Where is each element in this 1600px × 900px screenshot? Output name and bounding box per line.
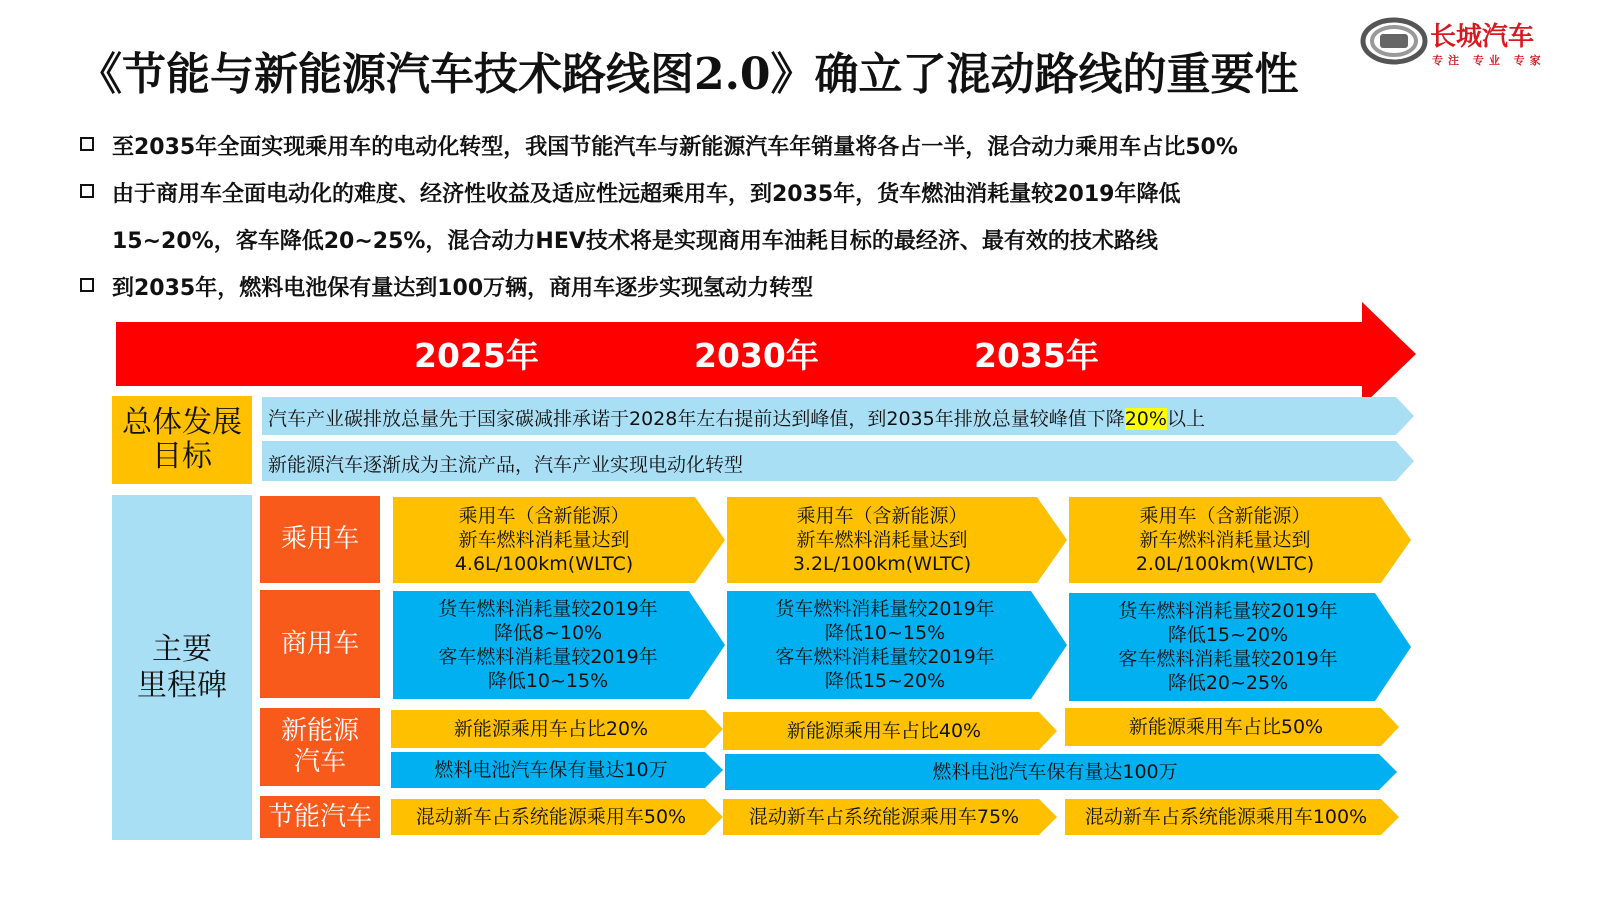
bullet-square-icon — [80, 278, 94, 292]
overall-goal-label — [112, 396, 252, 484]
category-energy-saving: 节能汽车 — [260, 796, 380, 838]
bullet-3-line-1: 到2035年，燃料电池保有量达到100万辆，商用车逐步实现氢动力转型 — [112, 276, 814, 301]
passenger-2025-text — [393, 497, 695, 583]
nev-share-2030-text — [723, 712, 1045, 750]
year-2030: 2030年 — [694, 336, 819, 375]
overall-goal-label-line-2: 目标 — [152, 439, 212, 474]
passenger-2030-line-2: 新车燃料消耗量达到 — [796, 529, 968, 551]
category-nev-line-2: 汽车 — [293, 747, 346, 777]
goal-row-1-text — [268, 404, 1205, 431]
commercial-2035-line-3: 客车燃料消耗量较2019年 — [1118, 648, 1338, 670]
nev-share-2025-text — [391, 710, 711, 748]
milestone-label — [112, 495, 252, 840]
logo-brand-text: 长城汽车 — [1430, 22, 1535, 52]
commercial-2025-line-4: 降低10~15% — [487, 670, 609, 692]
milestone-label-line-1: 主要 — [152, 631, 212, 667]
bullet-1-line-1: 至2035年全面实现乘用车的电动化转型，我国节能汽车与新能源汽车年销量将各占一半，混合动力乘用车占比50% — [112, 135, 1238, 160]
fuel-cell-2035-label: 燃料电池汽车保有量达100万 — [932, 761, 1178, 783]
overall-goal-label-line-1: 总体发展 — [122, 405, 242, 440]
commercial-2030-line-3: 客车燃料消耗量较2019年 — [775, 646, 995, 668]
passenger-2035-line-3: 2.0L/100km(WLTC) — [1135, 553, 1315, 575]
commercial-2030-line-2: 降低10~15% — [824, 622, 946, 644]
passenger-2030-line-3: 3.2L/100km(WLTC) — [792, 553, 972, 575]
category-commercial: 商用车 — [260, 590, 380, 698]
milestone-label-line-2: 里程碑 — [137, 667, 227, 703]
category-passenger: 乘用车 — [260, 496, 380, 583]
passenger-2030-text — [727, 497, 1037, 583]
commercial-2025-line-1: 货车燃料消耗量较2019年 — [438, 598, 658, 620]
page-title: 《节能与新能源汽车技术路线图2.0》确立了混动路线的重要性 — [78, 49, 1299, 100]
goal-row-1-highlight: 20% — [1124, 408, 1167, 430]
fuel-cell-2025-label: 燃料电池汽车保有量达10万 — [434, 759, 668, 781]
passenger-2025-line-3: 4.6L/100km(WLTC) — [454, 553, 634, 575]
goal-row-1-suffix: 以上 — [1166, 408, 1205, 430]
commercial-2025-line-3: 客车燃料消耗量较2019年 — [438, 646, 658, 668]
commercial-2025-line-2: 降低8~10% — [493, 622, 603, 644]
passenger-2025-line-2: 新车燃料消耗量达到 — [458, 529, 630, 551]
passenger-2030-line-1: 乘用车（含新能源） — [796, 505, 968, 527]
passenger-2035-text — [1069, 497, 1381, 583]
commercial-2035-text — [1069, 593, 1387, 701]
goal-row-1-prefix: 汽车产业碳排放总量先于国家碳减排承诺于2028年左右提前达到峰值，到2035年排放总量较峰值下降 — [268, 408, 1125, 430]
logo-emblem-icon — [1360, 16, 1430, 66]
year-2025: 2025年 — [414, 336, 539, 375]
hybrid-2030-text — [723, 799, 1045, 835]
commercial-2035-line-4: 降低20~25% — [1167, 672, 1289, 694]
hybrid-2025-label: 混动新车占系统能源乘用车50% — [415, 806, 687, 828]
hybrid-2025-text — [391, 799, 711, 835]
bullet-square-icon — [80, 184, 94, 198]
nev-share-2035-text — [1065, 708, 1387, 746]
nev-share-2025-label: 新能源乘用车占比20% — [453, 718, 649, 740]
passenger-2035-line-2: 新车燃料消耗量达到 — [1139, 529, 1311, 551]
commercial-2025-text — [393, 591, 703, 699]
bullet-2-line-2: 15~20%，客车降低20~25%，混合动力HEV技术将是实现商用车油耗目标的最经济、最有效的技术路线 — [112, 229, 1158, 254]
category-nev-line-1: 新能源 — [280, 716, 359, 746]
commercial-2030-line-1: 货车燃料消耗量较2019年 — [775, 598, 995, 620]
nev-share-2035-label: 新能源乘用车占比50% — [1128, 716, 1324, 738]
fuel-cell-2025-text — [391, 752, 711, 788]
commercial-2030-text — [727, 591, 1043, 699]
logo-slogan: 专注 专业 专家 — [1432, 54, 1546, 67]
bullet-square-icon — [80, 137, 94, 151]
passenger-2035-line-1: 乘用车（含新能源） — [1139, 505, 1311, 527]
hybrid-2035-text — [1065, 799, 1387, 835]
commercial-2030-line-4: 降低15~20% — [824, 670, 946, 692]
goal-row-2-text: 新能源汽车逐渐成为主流产品，汽车产业实现电动化转型 — [268, 454, 744, 476]
year-2035: 2035年 — [974, 336, 1099, 375]
hybrid-2030-label: 混动新车占系统能源乘用车75% — [748, 806, 1020, 828]
bullet-2-line-1: 由于商用车全面电动化的难度、经济性收益及适应性远超乘用车，到2035年，货车燃油消耗量较2019年降低 — [112, 182, 1181, 207]
nev-share-2030-label: 新能源乘用车占比40% — [786, 720, 982, 742]
great-wall-logo — [1360, 14, 1570, 70]
commercial-2035-line-1: 货车燃料消耗量较2019年 — [1118, 600, 1338, 622]
passenger-2025-line-1: 乘用车（含新能源） — [458, 505, 630, 527]
commercial-2035-line-2: 降低15~20% — [1167, 624, 1289, 646]
fuel-cell-2035-text — [725, 754, 1385, 790]
hybrid-2035-label: 混动新车占系统能源乘用车100% — [1084, 806, 1368, 828]
category-nev — [260, 708, 380, 786]
